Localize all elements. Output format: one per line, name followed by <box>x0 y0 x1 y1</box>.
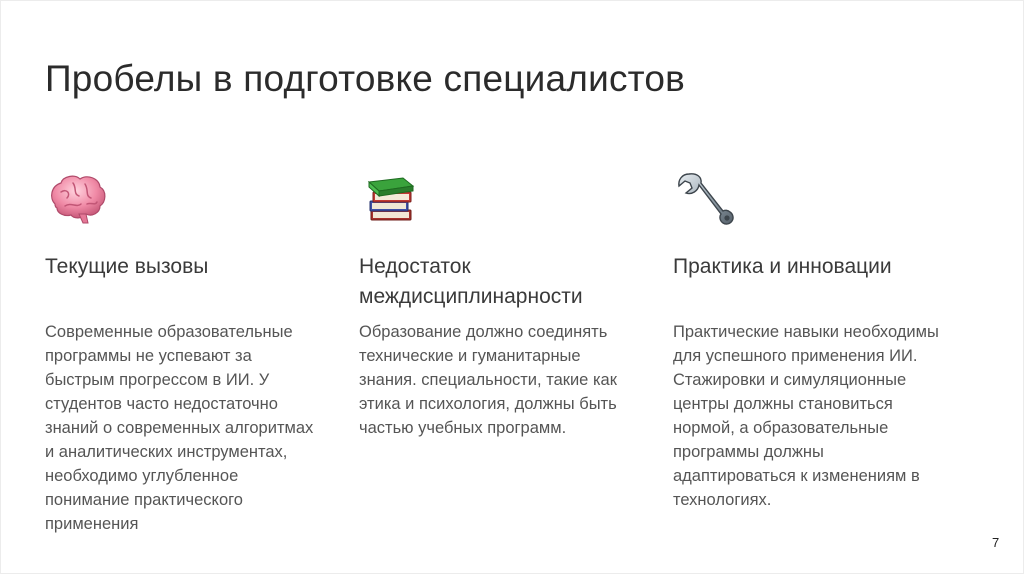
column-interdisciplinarity <box>359 168 649 437</box>
books-icon <box>359 168 423 232</box>
bottom-edge <box>0 568 1024 574</box>
wrench-icon <box>673 168 737 232</box>
column-current-challenges <box>45 168 335 533</box>
page-number: 7 <box>992 535 1000 550</box>
column-text: Современные образовательные программы не успевают за быстрым прогрессом в ИИ. У студентов часто недостаточно знаний о современных алгоритмах и аналитических инструментах, необходимо углубленное понимание практического применения <box>45 323 314 533</box>
column-practice-innovation <box>673 168 963 509</box>
column-heading: Текущие вызовы <box>45 255 209 278</box>
column-heading: Недостаток междисциплинарности <box>359 255 583 308</box>
brain-icon <box>45 168 109 232</box>
column-heading: Практика и инновации <box>673 255 892 278</box>
column-text: Практические навыки необходимы для успешного применения ИИ. Стажировки и симуляционные центры должны становиться нормой, а образовательные программы должны адаптироваться к изменениям в технологиях. <box>673 323 939 509</box>
column-text: Образование должно соединять технические и гуманитарные знания. специальности, такие как этика и психология, должны быть частью учебных программ. <box>359 323 617 437</box>
page-title: Пробелы в подготовке специалистов <box>45 58 686 99</box>
